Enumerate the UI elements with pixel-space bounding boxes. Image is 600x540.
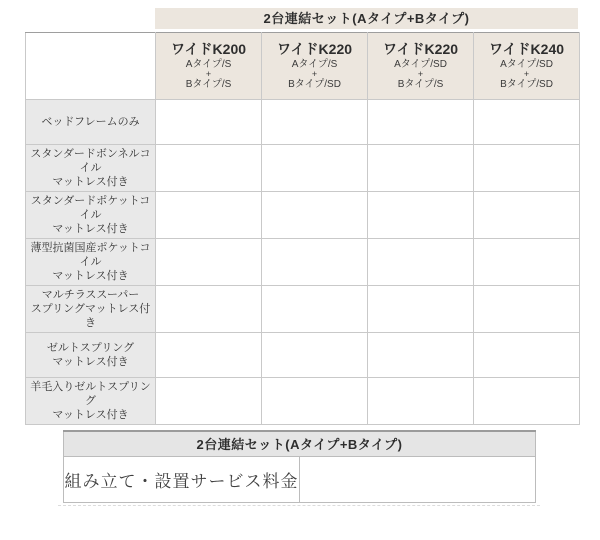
price-cell [368,286,474,333]
type-a-label: Aタイプ/SD [500,59,553,70]
top-banner [155,8,578,29]
bottom-banner-row [64,431,536,456]
row-label-line1: 薄型抗菌国産ポケットコイル [30,242,151,268]
plus-sign: + [523,69,530,79]
price-cell [262,192,368,239]
price-cell [262,333,368,378]
type-b-label: Bタイプ/SD [500,79,553,90]
service-fee-cell [300,456,536,502]
price-cell [262,145,368,192]
column-header-row [26,33,580,100]
top-banner-text: 2台連結セット(Aタイプ+Bタイプ) [263,11,470,26]
price-cell [474,239,580,286]
price-cell [474,333,580,378]
row-label-line1: 羊毛入りゼルトスプリング [30,381,151,407]
corner-cell [26,33,156,100]
row-label-line2: マットレス付き [52,223,129,235]
row-header [26,333,156,378]
assembly-service-table [63,430,536,503]
row-header [26,378,156,425]
price-cell [156,145,262,192]
price-cell [368,145,474,192]
price-cell [262,100,368,145]
row-label-line1: ゼルトスプリング [46,342,135,354]
bottom-banner: 2台連結セット(Aタイプ+Bタイプ) [64,431,536,456]
price-cell [474,378,580,425]
column-header-wideK220-b [368,33,474,100]
price-cell [474,192,580,239]
price-cell [474,145,580,192]
service-fee-label: 組み立て・設置サービス料金 [64,456,300,502]
row-label-line2: マットレス付き [52,409,129,421]
size-label: ワイドK220 [382,41,459,57]
price-cell [474,286,580,333]
table-row-wool-zelt-spring [26,378,580,425]
plus-sign: + [205,69,212,79]
type-a-label: Aタイプ/SD [394,59,447,70]
table-row-thin-antibacterial-pocket-coil [26,239,580,286]
row-label-line1: ベッドフレームのみ [41,116,140,128]
size-label: ワイドK200 [170,41,247,57]
size-label: ワイドK240 [488,41,565,57]
type-b-label: Bタイプ/S [397,79,444,90]
price-cell [368,333,474,378]
row-label-line1: スタンダードボンネルコイル [30,148,151,174]
type-b-label: Bタイプ/SD [288,79,341,90]
type-a-label: Aタイプ/S [185,59,232,70]
row-header [26,239,156,286]
table-row-pocket-coil [26,192,580,239]
plus-sign: + [417,69,424,79]
row-header [26,145,156,192]
dashed-separator [58,505,540,506]
price-cell [368,100,474,145]
price-cell [156,100,262,145]
price-cell [368,239,474,286]
price-cell [156,333,262,378]
size-label: ワイドK220 [276,41,353,57]
price-cell [262,378,368,425]
row-label-line2: マットレス付き [52,176,129,188]
row-header [26,286,156,333]
table-row-multi-lass-super-spring [26,286,580,333]
row-header [26,192,156,239]
price-cell [156,192,262,239]
price-cell [474,100,580,145]
type-b-label: Bタイプ/S [185,79,232,90]
price-cell [156,239,262,286]
table-row-zelt-spring [26,333,580,378]
row-label-line1: マルチラススーパー [41,289,140,301]
price-cell [262,239,368,286]
column-header-wideK220-a [262,33,368,100]
price-cell [156,286,262,333]
column-header-wideK240 [474,33,580,100]
row-label-line2: マットレス付き [52,356,129,368]
service-row [64,456,536,502]
price-cell [156,378,262,425]
price-cell [262,286,368,333]
plus-sign: + [311,69,318,79]
row-label-line2: スプリングマットレス付き [30,303,151,329]
table-row-bonnell-coil [26,145,580,192]
column-header-wideK200 [156,33,262,100]
table-row-frame-only [26,100,580,145]
type-a-label: Aタイプ/S [291,59,338,70]
price-cell [368,378,474,425]
row-header [26,100,156,145]
row-label-line2: マットレス付き [52,270,129,282]
price-table [25,32,580,425]
price-cell [368,192,474,239]
row-label-line1: スタンダードポケットコイル [30,195,151,221]
